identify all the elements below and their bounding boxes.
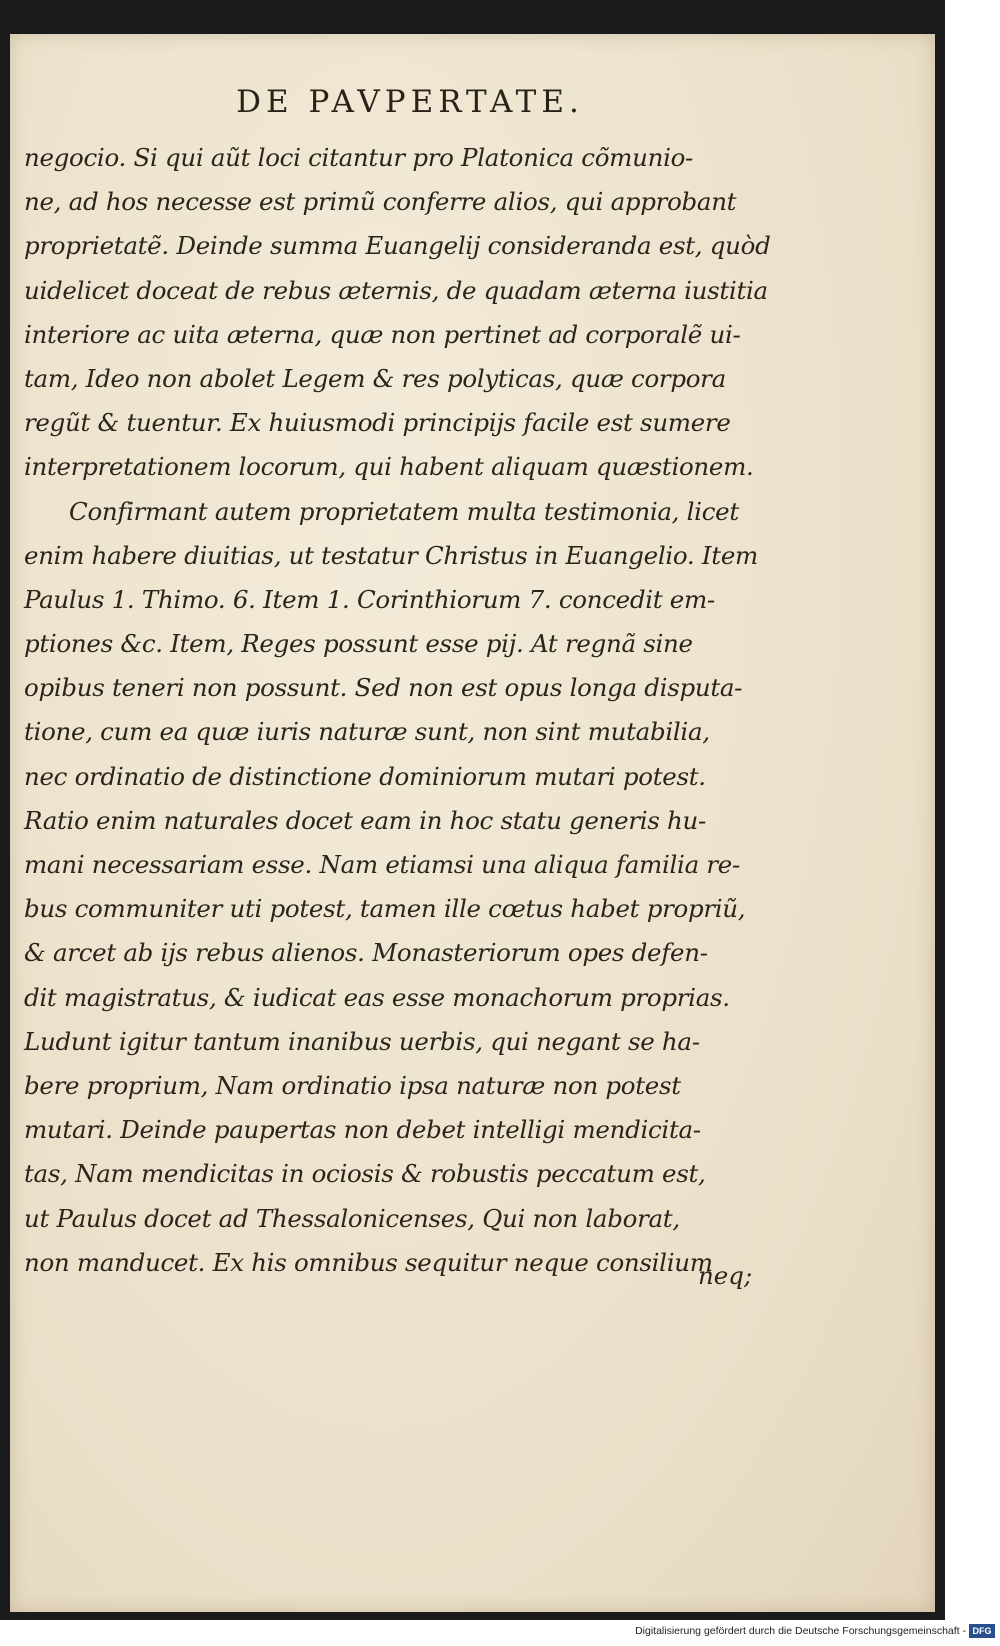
book-page: [10, 34, 935, 1612]
text-line: & arcet ab ijs rebus alienos. Monasteriorum opes defen-: [24, 938, 708, 968]
catchword: neq;: [698, 1261, 753, 1290]
text-line: dit magistratus, & iudicat eas esse monachorum proprias.: [24, 982, 730, 1012]
text-line: ut Paulus docet ad Thessalonicenses, Qui non laborat,: [24, 1203, 680, 1233]
text-line: interiore ac uita æterna, quæ non pertinet ad corporalẽ ui-: [24, 319, 741, 349]
text-line: negocio. Si qui aũt loci citantur pro Platonica cõmunio-: [24, 143, 694, 172]
text-line: tas, Nam mendicitas in ociosis & robustis peccatum est,: [24, 1159, 706, 1189]
text-line: ptiones &c. Item, Reges possunt esse pij. At regnã sine: [24, 629, 693, 659]
text-line: tione, cum ea quæ iuris naturæ sunt, non sint mutabilia,: [24, 717, 710, 747]
text-line: tam, Ideo non abolet Legem & res polyticas, quæ corpora: [24, 363, 726, 393]
running-head: DE PAVPERTATE.: [236, 84, 584, 120]
text-line: proprietatẽ. Deinde summa Euangelij consideranda est, quòd: [24, 231, 771, 261]
text-line: nec ordinatio de distinctione dominiorum mutari potest.: [24, 761, 706, 791]
text-line: Ratio enim naturales docet eam in hoc statu generis hu-: [24, 805, 706, 835]
text-line: regũt & tuentur. Ex huiusmodi principijs facile est sumere: [24, 408, 731, 438]
text-line: uidelicet doceat de rebus æternis, de quadam æterna iustitia: [24, 275, 768, 305]
text-line: mani necessariam esse. Nam etiamsi una aliqua familia re-: [24, 850, 740, 879]
text-line: ne, ad hos necesse est primũ conferre alios, qui approbant: [24, 187, 737, 217]
footer-bar: [0, 1620, 1000, 1646]
funding-credit: Digitalisierung gefördert durch die Deutsche Forschungsgemeinschaft -: [635, 1625, 966, 1637]
dfg-logo-icon: DFG: [969, 1624, 995, 1638]
text-line: Confirmant autem proprietatem multa testimonia, licet: [69, 496, 739, 526]
text-line: enim habere diuitias, ut testatur Christus in Euangelio. Item: [24, 540, 758, 570]
text-line: opibus teneri non possunt. Sed non est opus longa disputa-: [24, 673, 743, 703]
text-line: non manducet. Ex his omnibus sequitur neque consilium: [24, 1247, 713, 1277]
text-line: interpretationem locorum, qui habent aliquam quæstionem.: [24, 452, 754, 482]
text-line: bere proprium, Nam ordinatio ipsa naturæ non potest: [24, 1070, 681, 1100]
text-line: Paulus 1. Thimo. 6. Item 1. Corinthiorum 7. concedit em-: [24, 584, 715, 614]
text-line: bus communiter uti potest, tamen ille cœtus habet propriũ,: [24, 894, 746, 924]
text-line: mutari. Deinde paupertas non debet intelligi mendicita-: [24, 1115, 701, 1145]
body-text: [24, 136, 794, 1285]
text-line: Ludunt igitur tantum inanibus uerbis, qui negant se ha-: [24, 1026, 700, 1056]
